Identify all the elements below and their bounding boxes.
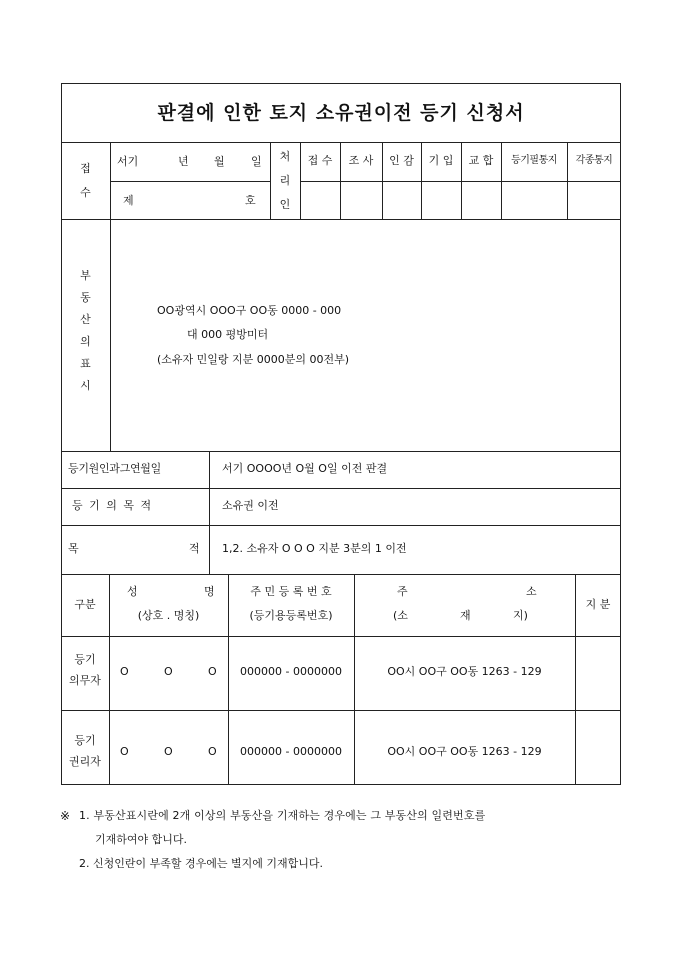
header-address-sub-3: 지) (513, 609, 528, 622)
property-bottom-line (61, 451, 621, 452)
step-various-notice: 각종통지 (575, 155, 613, 166)
parties-col-1 (109, 574, 110, 785)
header-name-sub: (상호 . 명칭) (137, 609, 200, 622)
receipt-day: 일 (251, 155, 262, 168)
header-category: 구분 (74, 598, 96, 611)
header-id: 주 민 등 록 번 호 (250, 585, 332, 598)
row-name-char: O (120, 745, 129, 758)
property-label-char: 산 (80, 313, 91, 326)
receipt-date-prefix: 서기 (117, 155, 139, 168)
purpose-bottom-line (61, 525, 621, 526)
page-title: 판결에 인한 토지 소유권이전 등기 신청서 (157, 102, 525, 124)
header-id-sub: (등기용등록번호) (249, 609, 333, 622)
receipt-number-suffix: 호 (245, 194, 256, 207)
property-label-char: 시 (80, 379, 91, 392)
receipt-year: 년 (178, 155, 189, 168)
receipt-label-2: 수 (80, 186, 91, 199)
row-address: OO시 OO구 OO동 1263 - 129 (387, 745, 542, 758)
step-inspection: 조 사 (348, 154, 374, 167)
object-label-1: 목 (68, 542, 79, 555)
row-category-1: 등기 (74, 653, 96, 666)
row-id: 000000 - 0000000 (240, 665, 342, 678)
row1-bottom-line (61, 710, 621, 711)
row-category-2: 의무자 (69, 674, 101, 687)
purpose-value: 소유권 이전 (222, 499, 279, 512)
header-share: 지 분 (585, 598, 611, 611)
header-address-sub-2: 재 (460, 609, 471, 622)
object-value: 1,2. 소유자 O O O 지분 3분의 1 이전 (222, 542, 407, 555)
cause-label: 등기원인과그연월일 (68, 462, 161, 475)
step-entry: 기 입 (428, 154, 454, 167)
row-name-char: O (164, 745, 173, 758)
receipt-number-prefix: 제 (123, 194, 134, 207)
property-address: OO광역시 OOO구 OO동 0000 - 000 (157, 304, 342, 317)
property-label-char: 표 (80, 357, 91, 370)
header-address-1: 주 (397, 585, 408, 598)
handler-char-3: 인 (279, 198, 291, 211)
purpose-label: 등 기 의 목 적 (72, 499, 153, 512)
form-frame (61, 83, 621, 785)
registration-label-divider (209, 451, 210, 574)
header-bottom-line (61, 636, 621, 637)
header-address-sub-1: (소 (393, 609, 408, 622)
property-owner-share: (소유자 민일랑 지분 0000분의 00전부) (157, 353, 350, 366)
step-completion-notice: 등기필통지 (511, 155, 557, 166)
header-name-2: 명 (204, 585, 215, 598)
note-2: 2. 신청인란이 부족할 경우에는 별지에 기재합니다. (79, 857, 323, 870)
handler-char-1: 처 (279, 150, 291, 163)
cause-bottom-line (61, 488, 621, 489)
property-label-char: 부 (80, 269, 91, 282)
note-mark: ※ (60, 809, 71, 823)
row-category-2: 권리자 (69, 755, 101, 768)
receipt-month: 월 (214, 155, 225, 168)
row-category-1: 등기 (74, 734, 96, 747)
receipt-bottom-line (61, 219, 621, 220)
row-name-char: O (208, 745, 217, 758)
step-seal: 인 감 (389, 154, 414, 167)
row-id: 000000 - 0000000 (240, 745, 342, 758)
handler-char-2: 리 (279, 174, 291, 187)
receipt-mid-line (110, 181, 270, 182)
row-name-char: O (120, 665, 129, 678)
receipt-label-divider (110, 142, 111, 451)
property-label-char: 의 (80, 335, 91, 348)
row-name-char: O (164, 665, 173, 678)
step-receipt: 접 수 (307, 154, 333, 167)
receipt-label-1: 접 (80, 162, 91, 175)
note-1-continued: 기재하여야 합니다. (95, 833, 188, 846)
header-name-1: 성 (127, 585, 138, 598)
object-label-2: 적 (189, 542, 200, 555)
object-bottom-line (61, 574, 621, 575)
property-area: 대 000 평방미터 (187, 328, 269, 341)
step-collation: 교 합 (468, 154, 494, 167)
cause-value: 서기 OOOO년 O월 O일 이전 판결 (222, 462, 388, 475)
note-1: 1. 부동산표시란에 2개 이상의 부동산을 기재하는 경우에는 그 부동산의 일련번호를 (79, 809, 486, 822)
row-name-char: O (208, 665, 217, 678)
property-label-char: 동 (80, 291, 91, 304)
row-address: OO시 OO구 OO동 1263 - 129 (387, 665, 542, 678)
header-address-2: 소 (526, 585, 537, 598)
title-divider (61, 142, 621, 143)
